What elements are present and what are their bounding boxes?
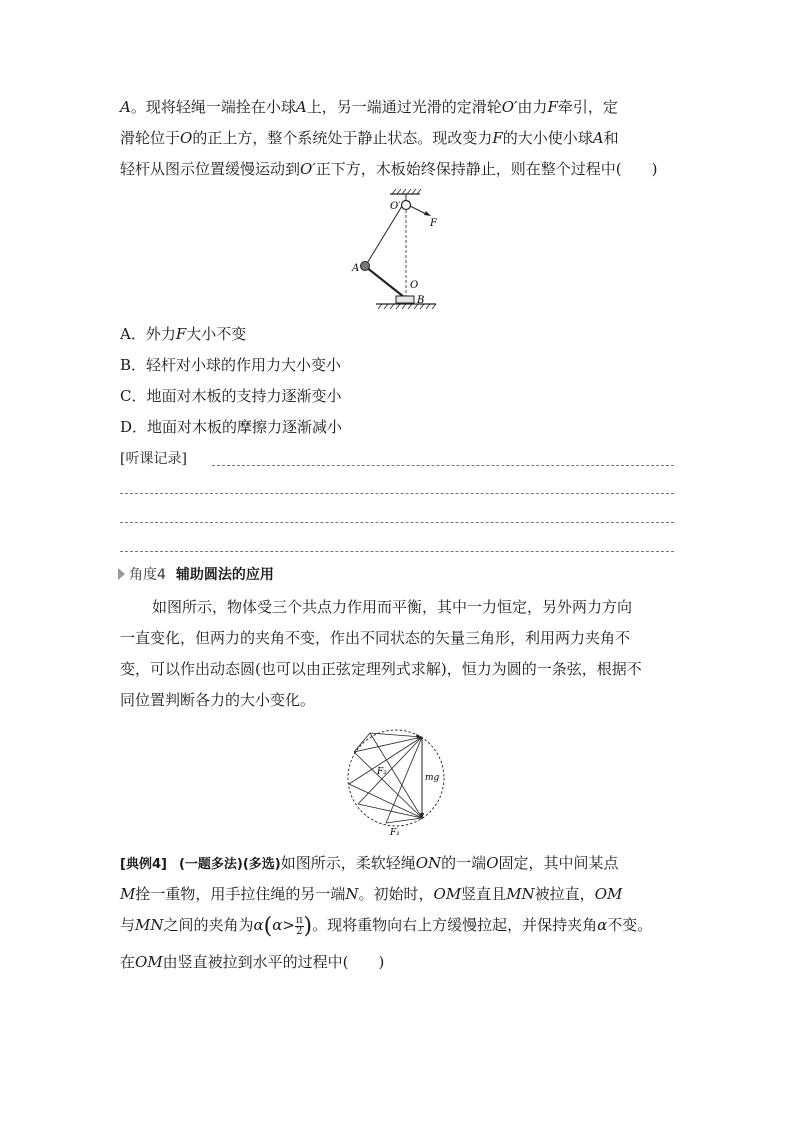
pulley-rod-figure (340, 186, 460, 312)
example4-line-3: 与MN之间的夹角为α(α> $\frac{\pi}{2}$ )。现将重物向右上方缓慢拉起，并保持夹角α不变。 (120, 914, 653, 939)
problem-line-2: 滑轮位于O的正上方，整个系统处于静止状态。现改变力F的大小使小球A和 (120, 129, 619, 147)
problem-line-3: 轻杆从图示位置缓慢运动到O′正下方，木板始终保持静止，则在整个过程中( ) (120, 160, 658, 178)
problem-line-1: A。现将轻绳一端拴在小球A上，另一端通过光滑的定滑轮O′由力F牵引，定 (120, 98, 618, 116)
example4-line-2: M拴一重物，用手拉住绳的另一端N。初始时，OM竖直且MN被拉直，OM (120, 885, 623, 903)
note-line-4[interactable] (120, 551, 674, 552)
label-mg: mg (425, 773, 440, 783)
section-paragraph-line-1: 如图所示，物体受三个共点力作用而平衡，其中一力恒定，另外两力方向 (152, 598, 633, 616)
label-f2: F₂ (377, 767, 387, 777)
pulley-wheel (402, 201, 411, 210)
force-arrow-head (424, 211, 431, 216)
label-pivot: O (410, 280, 419, 291)
label-force: F (430, 218, 437, 229)
example4-line-4: 在OM由竖直被拉到水平的过程中( ) (120, 953, 385, 971)
label-f1: F₁ (390, 828, 400, 838)
triangle-marker-icon (118, 568, 125, 580)
section-paragraph-line-3: 变，可以作出动态圆(也可以由正弦定理列式求解)，恒力为圆的一条弦，根据不 (120, 660, 642, 678)
label-pulley: O′ (390, 201, 401, 212)
option-a: A．外力F大小不变 (120, 325, 247, 343)
pi-over-2-fraction: $\frac{\pi}{2}$ (295, 914, 303, 937)
light-rod (366, 267, 404, 297)
section-paragraph-line-4: 同位置判断各力的大小变化。 (120, 691, 316, 709)
option-b: B．轻杆对小球的作用力大小变小 (120, 356, 342, 374)
option-d: D．地面对木板的摩擦力逐渐减小 (120, 418, 343, 436)
ball (361, 262, 370, 271)
rope (366, 206, 402, 265)
note-line-2[interactable] (120, 493, 674, 494)
option-c: C．地面对木板的支持力逐渐变小 (120, 387, 342, 405)
ceiling-hatch (392, 189, 421, 194)
section-heading: 角度4 辅助圆法的应用 (118, 566, 274, 584)
label-board: B (417, 295, 425, 306)
note-line-1[interactable] (212, 465, 674, 466)
note-label: [听课记录] (120, 451, 187, 467)
note-line-3[interactable] (120, 522, 674, 523)
section-paragraph-line-2: 一直变化，但两力的夹角不变，作出不同状态的矢量三角形，利用两力夹角不 (120, 629, 631, 647)
label-ball: A (352, 263, 360, 274)
board (396, 296, 414, 303)
example4-line-1: [典例4] (一题多法)(多选)如图所示，柔软轻绳ON的一端O固定，其中间某点 (120, 854, 619, 872)
dynamic-circle-figure (340, 722, 452, 838)
ground-hatch (378, 304, 436, 309)
